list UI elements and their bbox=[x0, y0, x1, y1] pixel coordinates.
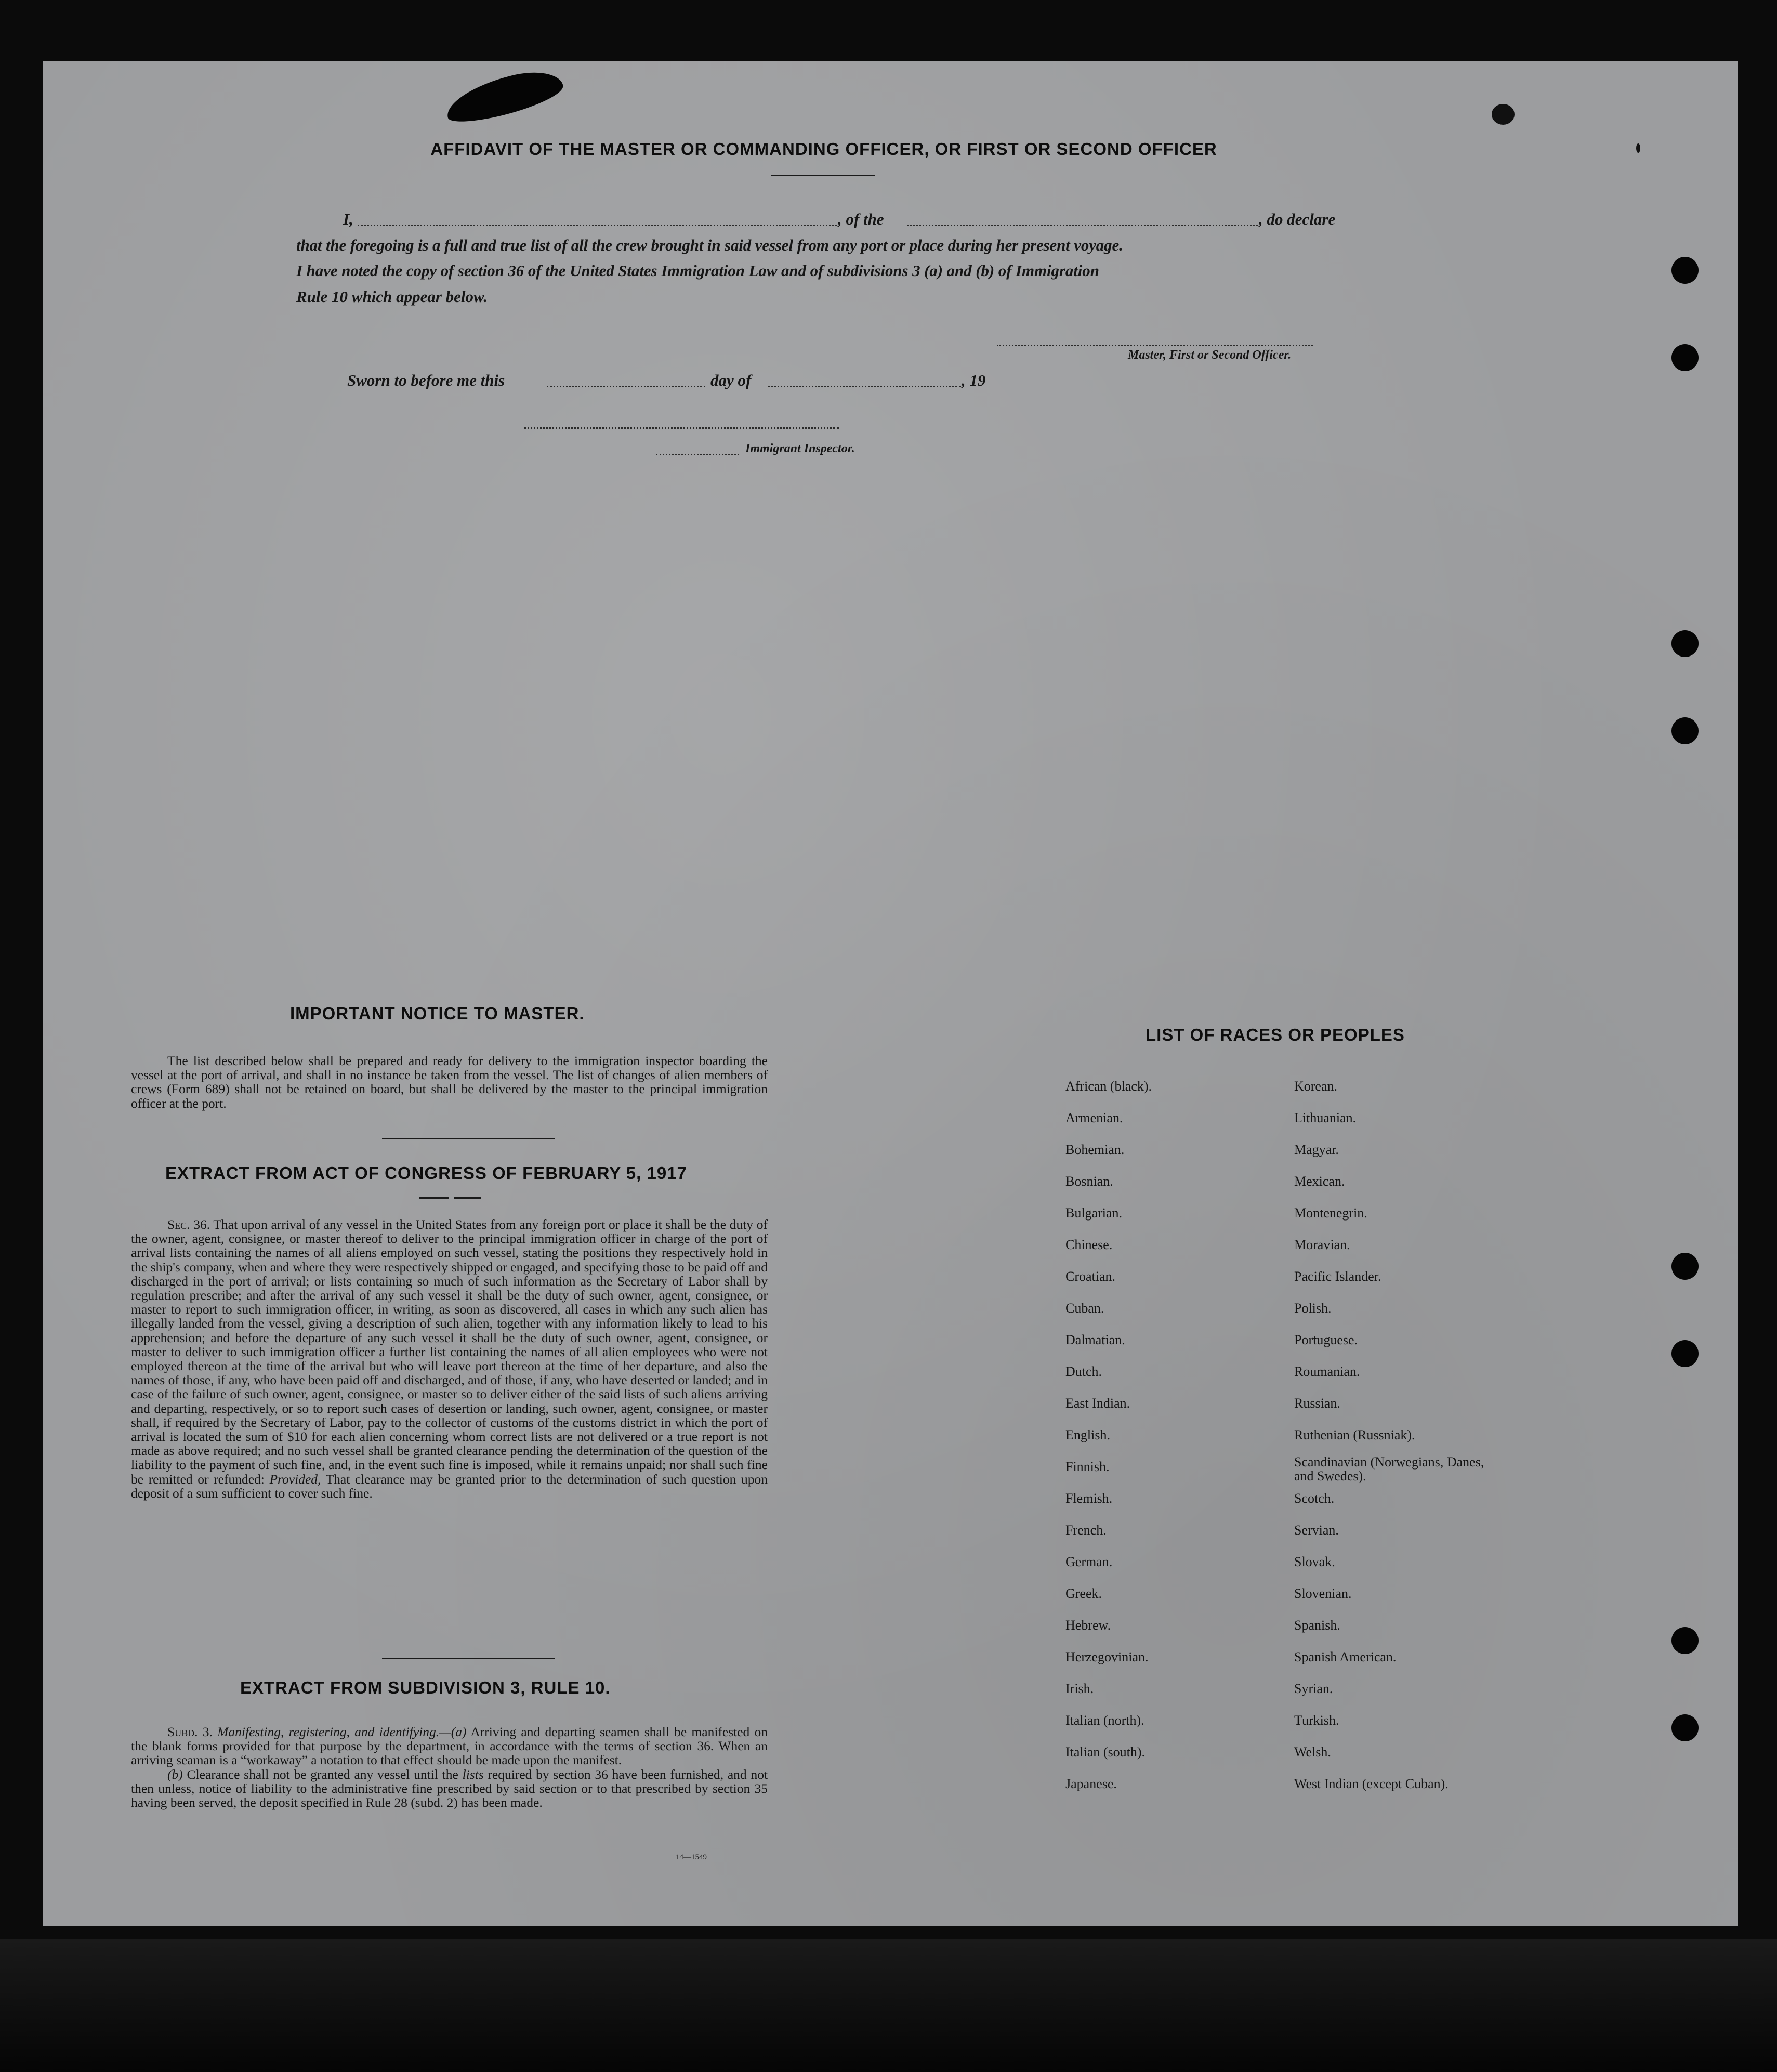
punch-hole bbox=[1671, 1340, 1699, 1367]
of-the-text: , of the bbox=[838, 210, 884, 228]
race-item: Italian (south). bbox=[1065, 1745, 1146, 1760]
race-item: English. bbox=[1065, 1427, 1110, 1442]
rule-body bbox=[131, 1725, 768, 1809]
affidavit-i: I, bbox=[343, 210, 353, 228]
punch-hole bbox=[1671, 344, 1699, 371]
section-rule bbox=[382, 1658, 555, 1659]
vessel-blank bbox=[907, 225, 1258, 226]
section-rule bbox=[382, 1138, 555, 1139]
race-item: Irish. bbox=[1065, 1681, 1094, 1696]
races-right-column bbox=[1294, 1070, 1497, 1800]
sec-36-paragraph bbox=[131, 1217, 768, 1500]
race-item: African (black). bbox=[1065, 1079, 1152, 1094]
sworn-text: Sworn to before me this bbox=[347, 371, 505, 389]
punch-hole bbox=[1671, 1253, 1699, 1280]
race-item: Chinese. bbox=[1065, 1237, 1113, 1252]
race-item: Bohemian. bbox=[1065, 1142, 1125, 1157]
races-heading: LIST OF RACES OR PEOPLES bbox=[1146, 1025, 1405, 1044]
notice-body bbox=[131, 1054, 768, 1110]
race-item: Dalmatian. bbox=[1065, 1332, 1125, 1347]
master-signature-line bbox=[997, 345, 1313, 346]
affidavit-heading: AFFIDAVIT OF THE MASTER OR COMMANDING OFFICER, OR FIRST OR SECOND OFFICER bbox=[430, 139, 1217, 159]
race-item: Dutch. bbox=[1065, 1364, 1102, 1379]
subd-title: Manifesting, registering, and identifying. bbox=[217, 1724, 440, 1739]
race-item: Flemish. bbox=[1065, 1491, 1113, 1506]
race-item: Polish. bbox=[1294, 1301, 1332, 1316]
subd-a-paragraph bbox=[131, 1725, 768, 1767]
day-blank bbox=[547, 386, 705, 387]
part-b-text-2: required by section 36 have been furnished, and not then unless, notice of liability to the administrative fine prescribed by said section or to that prescribed by section 35 having been served, the deposit specified in Rule 28 (subd. 2) has been made. bbox=[131, 1766, 768, 1811]
part-b-label: (b) bbox=[167, 1766, 183, 1782]
race-item: Welsh. bbox=[1294, 1745, 1331, 1760]
race-item: Finnish. bbox=[1065, 1459, 1110, 1474]
part-b-lists: lists bbox=[462, 1766, 484, 1782]
inspector-label: Immigrant Inspector. bbox=[745, 442, 855, 455]
race-item: Magyar. bbox=[1294, 1142, 1339, 1157]
race-item: Bulgarian. bbox=[1065, 1205, 1123, 1221]
part-a-label: —(a) bbox=[439, 1724, 467, 1739]
race-item: Scandinavian (Norwegians, Danes, and Swedes). bbox=[1294, 1454, 1484, 1484]
race-item: Greek. bbox=[1065, 1586, 1102, 1601]
race-item: Servian. bbox=[1294, 1523, 1339, 1538]
race-item: Japanese. bbox=[1065, 1776, 1117, 1791]
ink-spot bbox=[1492, 104, 1515, 125]
punch-hole bbox=[1671, 630, 1699, 657]
races-left-column bbox=[1065, 1070, 1152, 1800]
race-item: Mexican. bbox=[1294, 1174, 1345, 1189]
inspector-short-line bbox=[656, 454, 739, 455]
race-item: Bosnian. bbox=[1065, 1174, 1113, 1189]
master-label: Master, First or Second Officer. bbox=[1128, 348, 1292, 362]
race-item: Ruthenian (Russniak). bbox=[1294, 1427, 1415, 1442]
race-item: Korean. bbox=[1294, 1079, 1338, 1094]
race-item: Hebrew. bbox=[1065, 1618, 1111, 1633]
race-item: Scotch. bbox=[1294, 1491, 1335, 1506]
race-item: Lithuanian. bbox=[1294, 1110, 1357, 1125]
race-item: Roumanian. bbox=[1294, 1364, 1360, 1379]
punch-hole bbox=[1671, 717, 1699, 744]
year-text: , 19 bbox=[962, 371, 986, 389]
sec-label: Sec. 36. bbox=[167, 1217, 210, 1232]
heading-rule bbox=[771, 175, 875, 176]
sec-36-text: That upon arrival of any vessel in the United States from any foreign port or place it shall be the duty of the owner, agent, consignee, or master thereof to deliver to the principal immigration officer in charge of the port of arrival lists containing the names of all aliens employed on such vessel, stating the positions they respectively hold in the ship's company, when and where they were respectively shipped or engaged, and specifying those to be paid off and discharged in the port of arrival; or lists containing so much of such information as the Secretary of Labor shall by regulation prescribe; and after the arrival of any such vessel it shall be the duty of such owner, agent, consignee, or master to report to such immigration officer, in writing, as soon as discovered, all cases in which any such alien has illegally landed from the vessel, giving a description of such alien, together with any information likely to lead to his apprehension; and before the departure of any such vessel it shall be the duty of such owner, agent, consignee, or master to deliver to such immigration officer a further list containing the names of all alien employees who were not employed thereon at the time of the arrival but who will leave port thereon at the time of her departure, and also the names of those, if any, who have been paid off and discharged, and of those, if any, who have deserted or landed; and in case of the failure of such owner, agent, consignee, or master so to deliver either of the said lists of such aliens arriving and departing, respectively, or so to report such cases of desertion or landing, such owner, agent, consignee, or master shall, if required by the Secretary of Labor, pay to the collector of customs of the customs district in which the port of arrival is located the sum of $10 for each alien concerning whom correct lists are not delivered or a true report is not made as above required; and no such vessel shall be granted clearance pending the determination of the question of the liability to the payment of such fine, and, in the event such fine is imposed, while it remains unpaid; nor shall such fine be remitted or refunded: bbox=[131, 1217, 768, 1487]
month-blank bbox=[768, 386, 961, 387]
affidavit-line-3: I have noted the copy of section 36 of the United States Immigration Law and of subdivisions 3 (a) and (b) of Immigration bbox=[296, 261, 1099, 280]
heading-rule bbox=[454, 1197, 481, 1199]
race-item: French. bbox=[1065, 1523, 1107, 1538]
part-a-text: Arriving and departing seamen shall be manifested on the blank forms provided for that purpose by the department, in accordance with the terms of section 36. When an arriving seaman is a “workaway” a notation to that effect should be made upon the manifest. bbox=[131, 1724, 768, 1768]
heading-rule bbox=[419, 1197, 449, 1199]
race-item: Herzegovinian. bbox=[1065, 1649, 1149, 1664]
scan-edge bbox=[0, 1939, 1777, 2072]
race-item: Spanish. bbox=[1294, 1618, 1340, 1633]
punch-hole bbox=[1671, 257, 1699, 284]
act-heading: EXTRACT FROM ACT OF CONGRESS OF FEBRUARY 5, 1917 bbox=[165, 1163, 687, 1183]
race-item: Russian. bbox=[1294, 1396, 1340, 1411]
subd-b-paragraph bbox=[131, 1767, 768, 1810]
race-item: Spanish American. bbox=[1294, 1649, 1397, 1664]
race-item: East Indian. bbox=[1065, 1396, 1130, 1411]
race-item: Portuguese. bbox=[1294, 1332, 1358, 1347]
affidavit-line-4: Rule 10 which appear below. bbox=[296, 287, 488, 306]
punch-hole bbox=[1671, 1627, 1699, 1654]
do-declare-text: , do declare bbox=[1259, 210, 1336, 228]
subd-label: Subd. 3. bbox=[167, 1724, 213, 1739]
day-of-text: day of bbox=[710, 371, 752, 389]
race-item: Croatian. bbox=[1065, 1269, 1116, 1284]
part-b-text-1: Clearance shall not be granted any vessel until the bbox=[187, 1766, 458, 1782]
punch-hole bbox=[1671, 1714, 1699, 1741]
affidavit-line-2: that the foregoing is a full and true list of all the crew brought in said vessel from any port or place during her present voyage. bbox=[296, 236, 1123, 254]
notice-heading: IMPORTANT NOTICE TO MASTER. bbox=[290, 1004, 585, 1023]
notice-text: The list described below shall be prepared and ready for delivery to the immigration inspector boarding the vessel at the port of arrival, and shall in no instance be taken from the vessel. The list of changes of alien members of crews (Form 689) shall not be retained on board, but shall be delivered by the master to the principal immigration officer at the port. bbox=[131, 1053, 768, 1111]
act-body bbox=[131, 1217, 768, 1500]
race-item: Slovenian. bbox=[1294, 1586, 1352, 1601]
name-blank bbox=[358, 225, 837, 226]
race-item: Cuban. bbox=[1065, 1301, 1104, 1316]
race-item: West Indian (except Cuban). bbox=[1294, 1776, 1449, 1791]
provided-label: Provided, bbox=[269, 1471, 321, 1487]
race-item: German. bbox=[1065, 1554, 1113, 1569]
provided-text: That clearance may be granted prior to the determination of such question upon deposit of a sum sufficient to cover such fine. bbox=[131, 1471, 768, 1501]
race-item: Armenian. bbox=[1065, 1110, 1123, 1125]
rule-heading: EXTRACT FROM SUBDIVISION 3, RULE 10. bbox=[240, 1678, 611, 1697]
race-item: Italian (north). bbox=[1065, 1713, 1144, 1728]
race-item: Montenegrin. bbox=[1294, 1205, 1367, 1221]
race-item: Syrian. bbox=[1294, 1681, 1333, 1696]
form-number: 14—1549 bbox=[676, 1853, 707, 1861]
inspector-signature-line bbox=[524, 427, 839, 429]
race-item: Turkish. bbox=[1294, 1713, 1339, 1728]
race-item: Pacific Islander. bbox=[1294, 1269, 1381, 1284]
race-item: Moravian. bbox=[1294, 1237, 1350, 1252]
race-item: Slovak. bbox=[1294, 1554, 1335, 1569]
